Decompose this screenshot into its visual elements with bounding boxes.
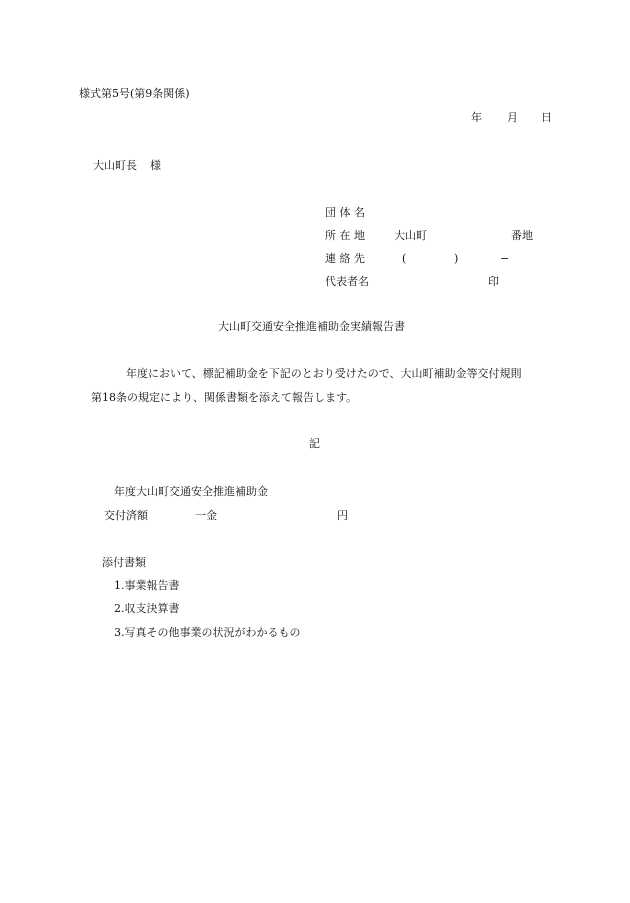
address-town: 大山町 [394,229,427,242]
body-line-1: 年度において、標記補助金を下記のとおり受けたので、大山町補助金等交付規則 [126,367,522,380]
ki-heading: 記 [309,437,320,450]
attachment-item: 1.事業報告書 [114,579,180,592]
amount-prefix: 一金 [195,509,217,522]
representative-label: 代表者名 [325,275,369,288]
addressee-name: 大山町長 [93,159,137,172]
address-suffix: 番地 [511,229,533,242]
attachment-item: 2.収支決算書 [114,602,180,615]
form-number: 様式第5号(第9条関係) [79,87,190,100]
body-line-2: 第18条の規定により、関係書類を添えて報告します。 [91,391,358,404]
seal-mark: 印 [488,275,499,288]
date-year-label: 年 [471,111,482,124]
attachment-item: 3.写真その他事業の状況がわかるもの [114,626,301,639]
group-name-label: 団 体 名 [325,206,365,219]
attachments-label: 添付書類 [102,556,146,569]
contact-dash: − [500,252,510,265]
subsidy-name: 年度大山町交通安全推進補助金 [114,485,268,498]
address-label: 所 在 地 [325,229,365,242]
document-title: 大山町交通安全推進補助金実績報告書 [218,320,405,333]
currency-unit: 円 [337,509,348,522]
addressee-honorific: 様 [150,159,161,172]
paid-amount-label: 交付済額 [104,509,148,522]
contact-paren-close: ) [454,252,459,265]
date-day-label: 日 [541,111,552,124]
contact-paren-open: ( [402,252,407,265]
date-month-label: 月 [507,111,518,124]
contact-label: 連 絡 先 [325,252,365,265]
